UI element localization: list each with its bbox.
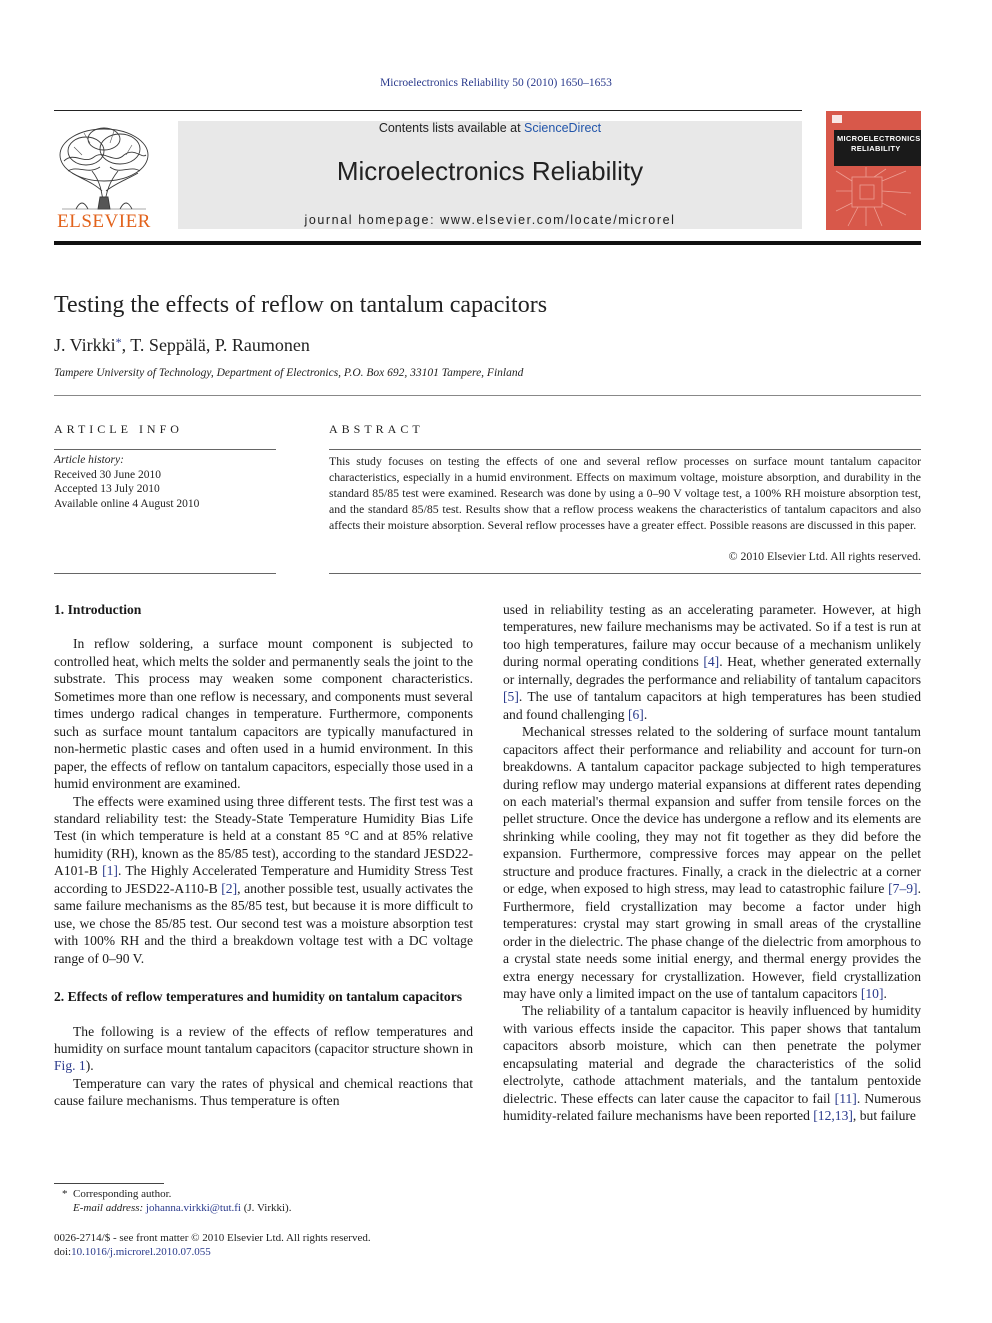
r2-text-a: Mechanical stresses related to the soldering of surface mount tantalum capacitors affect their performance and reliability and account for turn-on breakdowns. A tantalum capacitor package subjected to high temperatures during reflow may undergo material expansions at different rates depending on each material's thermal expansion and suffer from tensile forces on the pellet structure. Once the device has undergone a reflow and its elements are shrinking while cooling, they may not fit together as they did before the expansion. Furthermore, compressive forces may appear on the pellet structure and produce fractures. Finally, a crack in the dielectric at a corner or edge, when exposed to high stress, may lead to catastrophic failure: [503, 724, 921, 897]
ref-link-2[interactable]: [2]: [221, 880, 238, 896]
corresponding-author-mark[interactable]: *: [115, 335, 122, 349]
journal-title: Microelectronics Reliability: [336, 156, 644, 186]
paper-title: Testing the effects of reflow on tantalum capacitors: [54, 292, 548, 318]
email-suffix: (J. Virkki).: [240, 1202, 292, 1214]
section-1-heading: 1. Introduction: [54, 602, 142, 617]
elsevier-logo-text: ELSEVIER: [57, 211, 151, 232]
cover-title-line2: RELIABILITY: [851, 144, 901, 153]
section-2-paragraph-2: Temperature can vary the rates of physical and chemical reactions that cause failure mechanisms. Thus temperature is often: [54, 1075, 473, 1109]
ref-link-10[interactable]: [10]: [860, 985, 884, 1001]
author-list: [54, 335, 310, 356]
footnote-mark: *: [62, 1188, 68, 1200]
intro-paragraph-1: In reflow soldering, a surface mount component is subjected to controlled heat, which melts the solder and permanently seals the joint to the substrate. This process may weaken some component characteristics. Sometimes more than one reflow is necessary, and components must several times undergo radical changes in temperature. Furthermore, components such as surface mount tantalum capacitors are typically manufactured in non-hermetic plastic cases and often used in a humid environment. In this paper, the effects of reflow on tantalum capacitors, especially those used in a humid environment are examined.: [54, 636, 473, 792]
sciencedirect-link[interactable]: ScienceDirect: [524, 121, 602, 135]
r1-text-c: . The use of tantalum capacitors at high temperatures has been studied and found challenging: [503, 689, 921, 722]
r2-text-b: . Furthermore, field crystallization may become a factor under high temperatures: crystal may start growing in small areas of the crystalline order in the dielectric. The phase change of the dielectric from amorphous to a crystal state needs some initial energy, and thermal energy provides the extra energy necessary for crystallization. However, field crystallization may have only a limited impact on the use of tantalum capacitors: [503, 881, 921, 1001]
journal-cover-image: [826, 111, 921, 230]
abstract-copyright: © 2010 Elsevier Ltd. All rights reserved.: [728, 549, 921, 563]
journal-citation[interactable]: Microelectronics Reliability 50 (2010) 1650–1653: [380, 77, 612, 89]
ref-link-4[interactable]: [4]: [703, 654, 720, 670]
ref-link-5[interactable]: [5]: [503, 689, 519, 705]
doi-link[interactable]: 10.1016/j.microrel.2010.07.055: [71, 1246, 211, 1258]
received-date: Received 30 June 2010: [54, 468, 161, 481]
right-paragraph-2: [503, 723, 921, 1002]
r3-text-b: . Numerous humidity-related failure mechanisms have been reported: [503, 1090, 921, 1124]
r3-text-a: The reliability of a tantalum capacitor is heavily influenced by humidity with various effects inside the capacitor. This paper shows that tantalum capacitors absorb moisture, which can then penetrate the polymer encapsulating material and degrade the characteristics of the solid electrolyte, cathode attachment materials, and the tantalum pentoxide dielectric. These effects can later cause the capacitor to fail: [503, 1003, 921, 1106]
section-2-heading: 2. Effects of reflow temperatures and humidity on tantalum capacitors: [54, 989, 463, 1005]
right-paragraph-1: [503, 601, 921, 723]
intro-paragraph-2: [54, 793, 473, 968]
masthead-top-rule: [54, 110, 802, 111]
title-block-rule: [54, 395, 921, 396]
history-label: Article history:: [54, 454, 124, 466]
ref-link-1[interactable]: [1]: [102, 863, 118, 879]
issn-line: 0026-2714/$ - see front matter © 2010 Elsevier Ltd. All rights reserved.: [54, 1232, 371, 1244]
cover-title: [837, 134, 919, 154]
email-link[interactable]: johanna.virkki@tut.fi: [145, 1202, 241, 1214]
corresponding-author-label: Corresponding author.: [73, 1188, 172, 1200]
r2-text-c: .: [883, 985, 887, 1001]
affiliation: Tampere University of Technology, Department of Electronics, P.O. Box 692, 33101 Tampere, Finland: [54, 367, 524, 379]
section-2-paragraph-1: [54, 1023, 473, 1075]
email-label: E-mail address:: [73, 1202, 146, 1214]
p3-text-a: The following is a review of the effects of reflow temperatures and humidity on surface mount tantalum capacitors (capacitor structure shown in: [54, 1023, 473, 1056]
article-history: [54, 453, 199, 511]
p2-text-a: The effects were examined using three different tests. The first test was a standard reliability test: the Steady-State Temperature Humidity Bias Life Test (in which temperature is held at a constant 85 °C and at 85% relative humidity (RH), known as the 85/85 test), according to the standard JESD22-A101-B: [54, 793, 473, 879]
p3-text-b: ).: [85, 1058, 94, 1074]
footnote-rule: [54, 1183, 164, 1184]
abstract-text: This study focuses on testing the effects of one and several reflow processes on surface mount tantalum capacitor characteristics, especially in a humid environment. Effects on maximum voltage, moisture absorption, and durability in the standard 85/85 test were examined. Research was done by using a 0–90 V voltage test, a 100% RH moisture absorption test, and the standard 85/85 test. Results show that a reflow process weakens the characteristics of tantalum capacitors and also affects their moisture absorption. Several reflow processes have a greater effect. Possible reasons are discussed in this paper.: [329, 454, 921, 532]
abstract-bottom-rule: [329, 573, 921, 574]
contents-prefix: Contents lists available at: [378, 121, 525, 135]
corresponding-author-footnote: [62, 1187, 171, 1201]
accepted-date: Accepted 13 July 2010: [54, 483, 160, 495]
cover-pattern-icon: [826, 111, 921, 230]
abstract-top-rule: [329, 449, 921, 450]
ref-link-6[interactable]: [6]: [627, 706, 644, 722]
journal-homepage[interactable]: journal homepage: www.elsevier.com/locate/microrel: [304, 213, 676, 227]
email-footnote: [73, 1201, 291, 1215]
article-info-heading: ARTICLE INFO: [54, 422, 183, 436]
r1-text-d: .: [643, 706, 648, 722]
online-date: Available online 4 August 2010: [54, 497, 200, 510]
ref-link-11[interactable]: [11]: [834, 1090, 857, 1106]
p2-text-b: . The Highly Accelerated Temperature and Humidity Stress Test according to JESD22-A110-B: [54, 863, 473, 896]
r1-text-a: used in reliability testing as an accelerating parameter. However, at high temperatures, new failure mechanisms may be activated. So if a test is run at too high temperatures, failure may occur because of a mechanism unlikely during normal operating conditions: [503, 602, 921, 670]
contents-line: [178, 121, 802, 135]
ref-link-12-13[interactable]: [12,13]: [813, 1108, 853, 1124]
other-authors[interactable]: , T. Seppälä, P. Raumonen: [121, 335, 310, 355]
author-1[interactable]: J. Virkki: [54, 335, 116, 355]
article-info-bottom-rule: [54, 573, 276, 574]
ref-link-7-9[interactable]: [7–9]: [888, 881, 918, 897]
body-right-column: [503, 601, 921, 1125]
cover-title-line1: MICROELECTRONICS: [837, 134, 921, 143]
p2-text-c: , another possible test, usually activates the same failure mechanisms as the 85/85 test, but because it is more difficult to use, we chose the 85/85 test. Our second test was a moisture absorption test with 100% RH and the third a breakdown voltage test with a DC voltage range of 0–90 V.: [54, 880, 474, 966]
masthead-bottom-rule: [54, 241, 921, 245]
fig-1-link[interactable]: Fig. 1: [54, 1058, 86, 1074]
doi-prefix: doi:: [54, 1246, 72, 1258]
r1-text-b: . Heat, whether generated externally or internally, degrades the performance and reliability of tantalum capacitors: [503, 654, 921, 687]
abstract-heading: ABSTRACT: [329, 422, 424, 436]
r3-text-c: , but failure: [852, 1108, 916, 1124]
doi-line: [54, 1245, 211, 1259]
right-paragraph-3: [503, 1002, 921, 1124]
article-info-top-rule: [54, 449, 276, 450]
body-left-column: [54, 601, 473, 1110]
